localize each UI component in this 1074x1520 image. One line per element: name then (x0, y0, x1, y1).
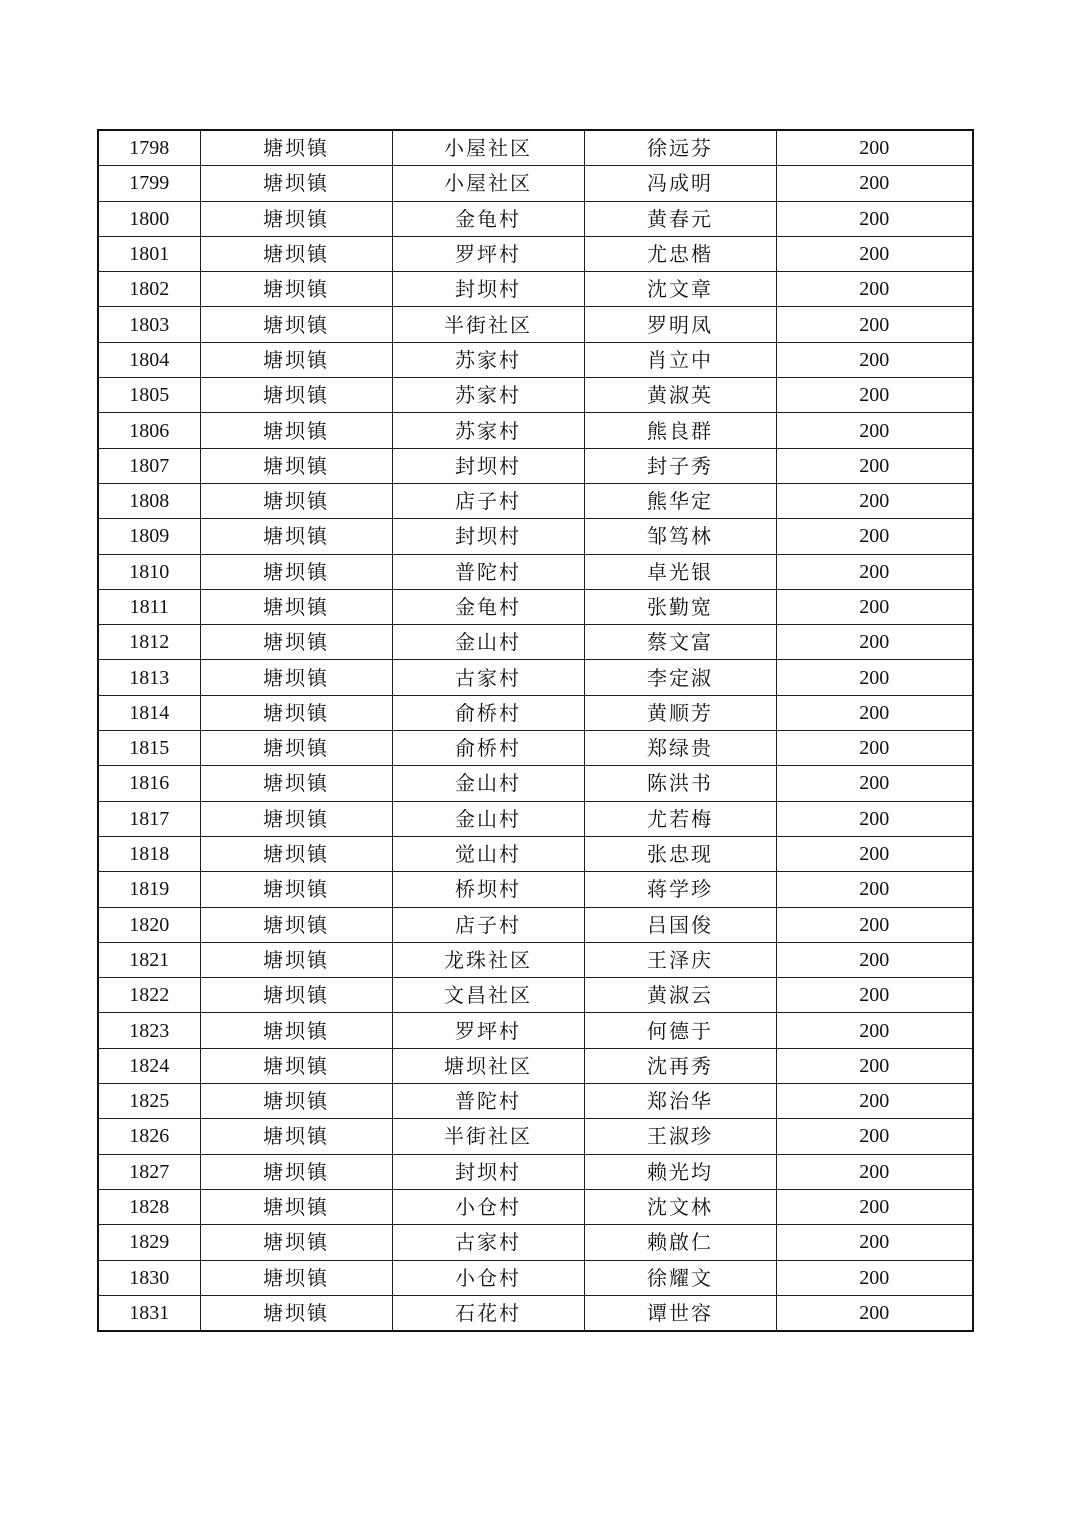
person-name-cell: 冯成明 (584, 166, 776, 201)
row-number: 1828 (98, 1189, 200, 1224)
village-cell: 半街社区 (392, 307, 584, 342)
roster-table (97, 129, 974, 1332)
person-name-cell: 蔡文富 (584, 625, 776, 660)
person-name-cell: 张勤宽 (584, 589, 776, 624)
row-number: 1808 (98, 483, 200, 518)
amount-cell: 200 (776, 1084, 973, 1119)
table-row (98, 1154, 973, 1189)
person-name-cell: 郑治华 (584, 1084, 776, 1119)
village-cell: 罗坪村 (392, 236, 584, 271)
person-name-cell: 黄淑云 (584, 978, 776, 1013)
table-row (98, 483, 973, 518)
town-cell: 塘坝镇 (200, 660, 392, 695)
person-name-cell: 王淑珍 (584, 1119, 776, 1154)
amount-cell: 200 (776, 625, 973, 660)
amount-cell: 200 (776, 660, 973, 695)
table-row (98, 1189, 973, 1224)
village-cell: 封坝村 (392, 1154, 584, 1189)
town-cell: 塘坝镇 (200, 1260, 392, 1295)
amount-cell: 200 (776, 978, 973, 1013)
person-name-cell: 沈文林 (584, 1189, 776, 1224)
person-name-cell: 熊良群 (584, 413, 776, 448)
person-name-cell: 徐耀文 (584, 1260, 776, 1295)
row-number: 1827 (98, 1154, 200, 1189)
row-number: 1806 (98, 413, 200, 448)
town-cell: 塘坝镇 (200, 1225, 392, 1260)
table-row (98, 519, 973, 554)
row-number: 1813 (98, 660, 200, 695)
row-number: 1820 (98, 907, 200, 942)
village-cell: 半街社区 (392, 1119, 584, 1154)
amount-cell: 200 (776, 1260, 973, 1295)
town-cell: 塘坝镇 (200, 978, 392, 1013)
town-cell: 塘坝镇 (200, 342, 392, 377)
person-name-cell: 尤若梅 (584, 801, 776, 836)
town-cell: 塘坝镇 (200, 942, 392, 977)
village-cell: 罗坪村 (392, 1013, 584, 1048)
row-number: 1829 (98, 1225, 200, 1260)
row-number: 1807 (98, 448, 200, 483)
village-cell: 小仓村 (392, 1189, 584, 1224)
table-row (98, 625, 973, 660)
amount-cell: 200 (776, 1013, 973, 1048)
person-name-cell: 陈洪书 (584, 766, 776, 801)
village-cell: 封坝村 (392, 272, 584, 307)
town-cell: 塘坝镇 (200, 378, 392, 413)
amount-cell: 200 (776, 483, 973, 518)
village-cell: 金山村 (392, 766, 584, 801)
village-cell: 苏家村 (392, 342, 584, 377)
village-cell: 苏家村 (392, 378, 584, 413)
row-number: 1816 (98, 766, 200, 801)
table-row (98, 166, 973, 201)
row-number: 1803 (98, 307, 200, 342)
village-cell: 俞桥村 (392, 695, 584, 730)
person-name-cell: 赖光均 (584, 1154, 776, 1189)
person-name-cell: 郑绿贵 (584, 731, 776, 766)
town-cell: 塘坝镇 (200, 731, 392, 766)
village-cell: 塘坝社区 (392, 1048, 584, 1083)
table-row (98, 766, 973, 801)
town-cell: 塘坝镇 (200, 236, 392, 271)
town-cell: 塘坝镇 (200, 625, 392, 660)
town-cell: 塘坝镇 (200, 1048, 392, 1083)
table-row (98, 307, 973, 342)
row-number: 1800 (98, 201, 200, 236)
person-name-cell: 王泽庆 (584, 942, 776, 977)
amount-cell: 200 (776, 413, 973, 448)
village-cell: 小屋社区 (392, 130, 584, 166)
town-cell: 塘坝镇 (200, 448, 392, 483)
amount-cell: 200 (776, 872, 973, 907)
row-number: 1802 (98, 272, 200, 307)
table-row (98, 1260, 973, 1295)
amount-cell: 200 (776, 801, 973, 836)
town-cell: 塘坝镇 (200, 1084, 392, 1119)
row-number: 1823 (98, 1013, 200, 1048)
table-row (98, 130, 973, 166)
person-name-cell: 赖啟仁 (584, 1225, 776, 1260)
row-number: 1810 (98, 554, 200, 589)
row-number: 1804 (98, 342, 200, 377)
row-number: 1830 (98, 1260, 200, 1295)
row-number: 1812 (98, 625, 200, 660)
row-number: 1822 (98, 978, 200, 1013)
village-cell: 俞桥村 (392, 731, 584, 766)
person-name-cell: 封子秀 (584, 448, 776, 483)
table-row (98, 342, 973, 377)
row-number: 1831 (98, 1295, 200, 1331)
town-cell: 塘坝镇 (200, 589, 392, 624)
row-number: 1809 (98, 519, 200, 554)
person-name-cell: 黄淑英 (584, 378, 776, 413)
amount-cell: 200 (776, 130, 973, 166)
person-name-cell: 徐远芬 (584, 130, 776, 166)
village-cell: 龙珠社区 (392, 942, 584, 977)
table-row (98, 201, 973, 236)
village-cell: 苏家村 (392, 413, 584, 448)
amount-cell: 200 (776, 166, 973, 201)
town-cell: 塘坝镇 (200, 519, 392, 554)
town-cell: 塘坝镇 (200, 766, 392, 801)
village-cell: 金山村 (392, 625, 584, 660)
amount-cell: 200 (776, 907, 973, 942)
row-number: 1801 (98, 236, 200, 271)
village-cell: 小仓村 (392, 1260, 584, 1295)
person-name-cell: 沈文章 (584, 272, 776, 307)
amount-cell: 200 (776, 589, 973, 624)
town-cell: 塘坝镇 (200, 130, 392, 166)
table-row (98, 272, 973, 307)
amount-cell: 200 (776, 731, 973, 766)
town-cell: 塘坝镇 (200, 272, 392, 307)
amount-cell: 200 (776, 201, 973, 236)
person-name-cell: 张忠现 (584, 836, 776, 871)
amount-cell: 200 (776, 519, 973, 554)
town-cell: 塘坝镇 (200, 307, 392, 342)
village-cell: 石花村 (392, 1295, 584, 1331)
town-cell: 塘坝镇 (200, 1013, 392, 1048)
table-row (98, 978, 973, 1013)
town-cell: 塘坝镇 (200, 1189, 392, 1224)
table-row (98, 1013, 973, 1048)
table-row (98, 942, 973, 977)
row-number: 1819 (98, 872, 200, 907)
town-cell: 塘坝镇 (200, 836, 392, 871)
person-name-cell: 熊华定 (584, 483, 776, 518)
amount-cell: 200 (776, 1119, 973, 1154)
table-row (98, 1048, 973, 1083)
amount-cell: 200 (776, 236, 973, 271)
row-number: 1811 (98, 589, 200, 624)
village-cell: 小屋社区 (392, 166, 584, 201)
table-row (98, 1295, 973, 1331)
town-cell: 塘坝镇 (200, 872, 392, 907)
amount-cell: 200 (776, 766, 973, 801)
row-number: 1824 (98, 1048, 200, 1083)
amount-cell: 200 (776, 1225, 973, 1260)
village-cell: 店子村 (392, 483, 584, 518)
village-cell: 古家村 (392, 1225, 584, 1260)
village-cell: 店子村 (392, 907, 584, 942)
town-cell: 塘坝镇 (200, 201, 392, 236)
amount-cell: 200 (776, 836, 973, 871)
amount-cell: 200 (776, 1295, 973, 1331)
amount-cell: 200 (776, 1048, 973, 1083)
table-row (98, 731, 973, 766)
row-number: 1817 (98, 801, 200, 836)
table-row (98, 378, 973, 413)
row-number: 1826 (98, 1119, 200, 1154)
town-cell: 塘坝镇 (200, 413, 392, 448)
village-cell: 封坝村 (392, 519, 584, 554)
amount-cell: 200 (776, 307, 973, 342)
table-row (98, 695, 973, 730)
person-name-cell: 吕国俊 (584, 907, 776, 942)
person-name-cell: 肖立中 (584, 342, 776, 377)
table-row (98, 660, 973, 695)
person-name-cell: 黄春元 (584, 201, 776, 236)
table-row (98, 1119, 973, 1154)
row-number: 1815 (98, 731, 200, 766)
village-cell: 金山村 (392, 801, 584, 836)
row-number: 1818 (98, 836, 200, 871)
row-number: 1825 (98, 1084, 200, 1119)
table-row (98, 801, 973, 836)
town-cell: 塘坝镇 (200, 1119, 392, 1154)
amount-cell: 200 (776, 1154, 973, 1189)
row-number: 1799 (98, 166, 200, 201)
row-number: 1821 (98, 942, 200, 977)
town-cell: 塘坝镇 (200, 554, 392, 589)
amount-cell: 200 (776, 554, 973, 589)
village-cell: 古家村 (392, 660, 584, 695)
village-cell: 普陀村 (392, 1084, 584, 1119)
amount-cell: 200 (776, 448, 973, 483)
person-name-cell: 沈再秀 (584, 1048, 776, 1083)
village-cell: 普陀村 (392, 554, 584, 589)
person-name-cell: 卓光银 (584, 554, 776, 589)
village-cell: 封坝村 (392, 448, 584, 483)
roster-table-body (98, 130, 973, 1331)
village-cell: 文昌社区 (392, 978, 584, 1013)
table-row (98, 589, 973, 624)
amount-cell: 200 (776, 378, 973, 413)
town-cell: 塘坝镇 (200, 483, 392, 518)
person-name-cell: 李定淑 (584, 660, 776, 695)
town-cell: 塘坝镇 (200, 166, 392, 201)
table-row (98, 1225, 973, 1260)
table-row (98, 554, 973, 589)
amount-cell: 200 (776, 695, 973, 730)
person-name-cell: 尤忠楷 (584, 236, 776, 271)
table-row (98, 872, 973, 907)
row-number: 1798 (98, 130, 200, 166)
amount-cell: 200 (776, 942, 973, 977)
person-name-cell: 谭世容 (584, 1295, 776, 1331)
village-cell: 觉山村 (392, 836, 584, 871)
town-cell: 塘坝镇 (200, 801, 392, 836)
person-name-cell: 蒋学珍 (584, 872, 776, 907)
row-number: 1805 (98, 378, 200, 413)
village-cell: 金龟村 (392, 201, 584, 236)
town-cell: 塘坝镇 (200, 1154, 392, 1189)
village-cell: 金龟村 (392, 589, 584, 624)
person-name-cell: 何德于 (584, 1013, 776, 1048)
table-row (98, 1084, 973, 1119)
row-number: 1814 (98, 695, 200, 730)
person-name-cell: 黄顺芳 (584, 695, 776, 730)
table-row (98, 907, 973, 942)
amount-cell: 200 (776, 272, 973, 307)
person-name-cell: 邹笃林 (584, 519, 776, 554)
amount-cell: 200 (776, 342, 973, 377)
table-row (98, 236, 973, 271)
town-cell: 塘坝镇 (200, 695, 392, 730)
table-row (98, 448, 973, 483)
town-cell: 塘坝镇 (200, 907, 392, 942)
person-name-cell: 罗明凤 (584, 307, 776, 342)
table-row (98, 413, 973, 448)
amount-cell: 200 (776, 1189, 973, 1224)
town-cell: 塘坝镇 (200, 1295, 392, 1331)
table-row (98, 836, 973, 871)
village-cell: 桥坝村 (392, 872, 584, 907)
